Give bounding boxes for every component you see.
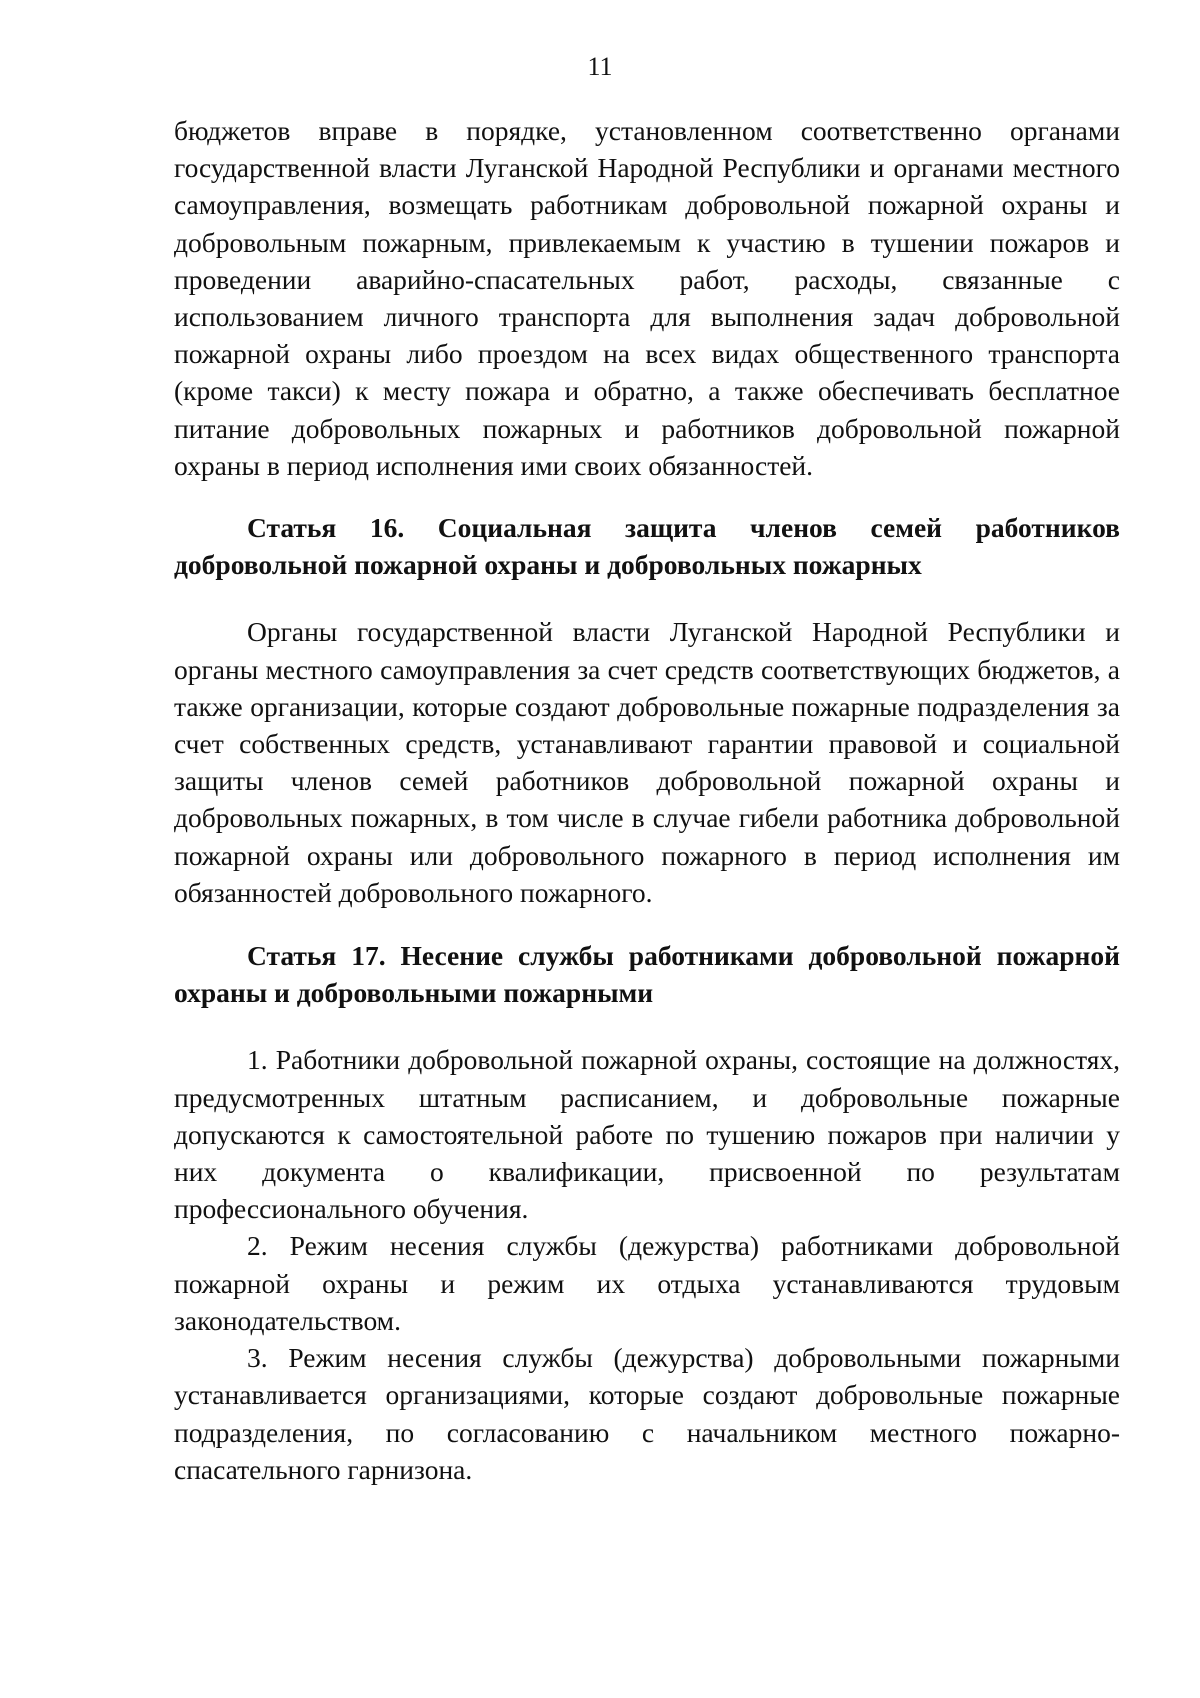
article-17-item-2: 2. Режим несения службы (дежурства) работниками добровольной пожарной охраны и режим их отдыха устанавливаются трудовым законодательством. — [174, 1230, 1120, 1336]
page-number: 11 — [587, 52, 613, 81]
article-16-paragraph: Органы государственной власти Луганской Народной Республики и органы местного самоуправления за счет средств соответствующих бюджетов, а также организации, которые создают добровольные пожарные подразделения за счет собственных средств, устанавливают гарантии правовой и социальной защиты членов семей работников добровольной пожарной охраны и добровольных пожарных, в том числе в случае гибели работника добровольной пожарной охраны или добровольного пожарного в период исполнения им обязанностей добровольного пожарного. — [174, 616, 1120, 908]
article-17-item-1: 1. Работники добровольной пожарной охраны, состоящие на должностях, предусмотренных штатным расписанием, и добровольные пожарные допускаются к самостоятельной работе по тушению пожаров при наличии у них документа о квалификации, присвоенной по результатам профессионального обучения. — [174, 1044, 1120, 1225]
article-17-item-3: 3. Режим несения службы (дежурства) добровольными пожарными устанавливается организациями, которые создают добровольные пожарные подразделения, по согласованию с начальником местного пожарно-спасательного гарнизона. — [174, 1342, 1120, 1485]
article-17-heading: Статья 17. Несение службы работниками добровольной пожарной охраны и добровольными пожарными — [174, 940, 1120, 1009]
article-16-heading: Статья 16. Социальная защита членов семей работников добровольной пожарной охраны и добровольных пожарных — [174, 512, 1120, 581]
document-body — [174, 112, 1120, 1488]
continuation-paragraph: бюджетов вправе в порядке, установленном соответственно органами государственной власти Луганской Народной Республики и органами местного самоуправления, возмещать работникам добровольной пожарной охраны и добровольным пожарным, привлекаемым к участию в тушении пожаров и проведении аварийно-спасательных работ, расходы, связанные с использованием личного транспорта для выполнения задач добровольной пожарной охраны либо проездом на всех видах общественного транспорта (кроме такси) к месту пожара и обратно, а также обеспечивать бесплатное питание добровольных пожарных и работников добровольной пожарной охраны в период исполнения ими своих обязанностей. — [174, 115, 1120, 481]
